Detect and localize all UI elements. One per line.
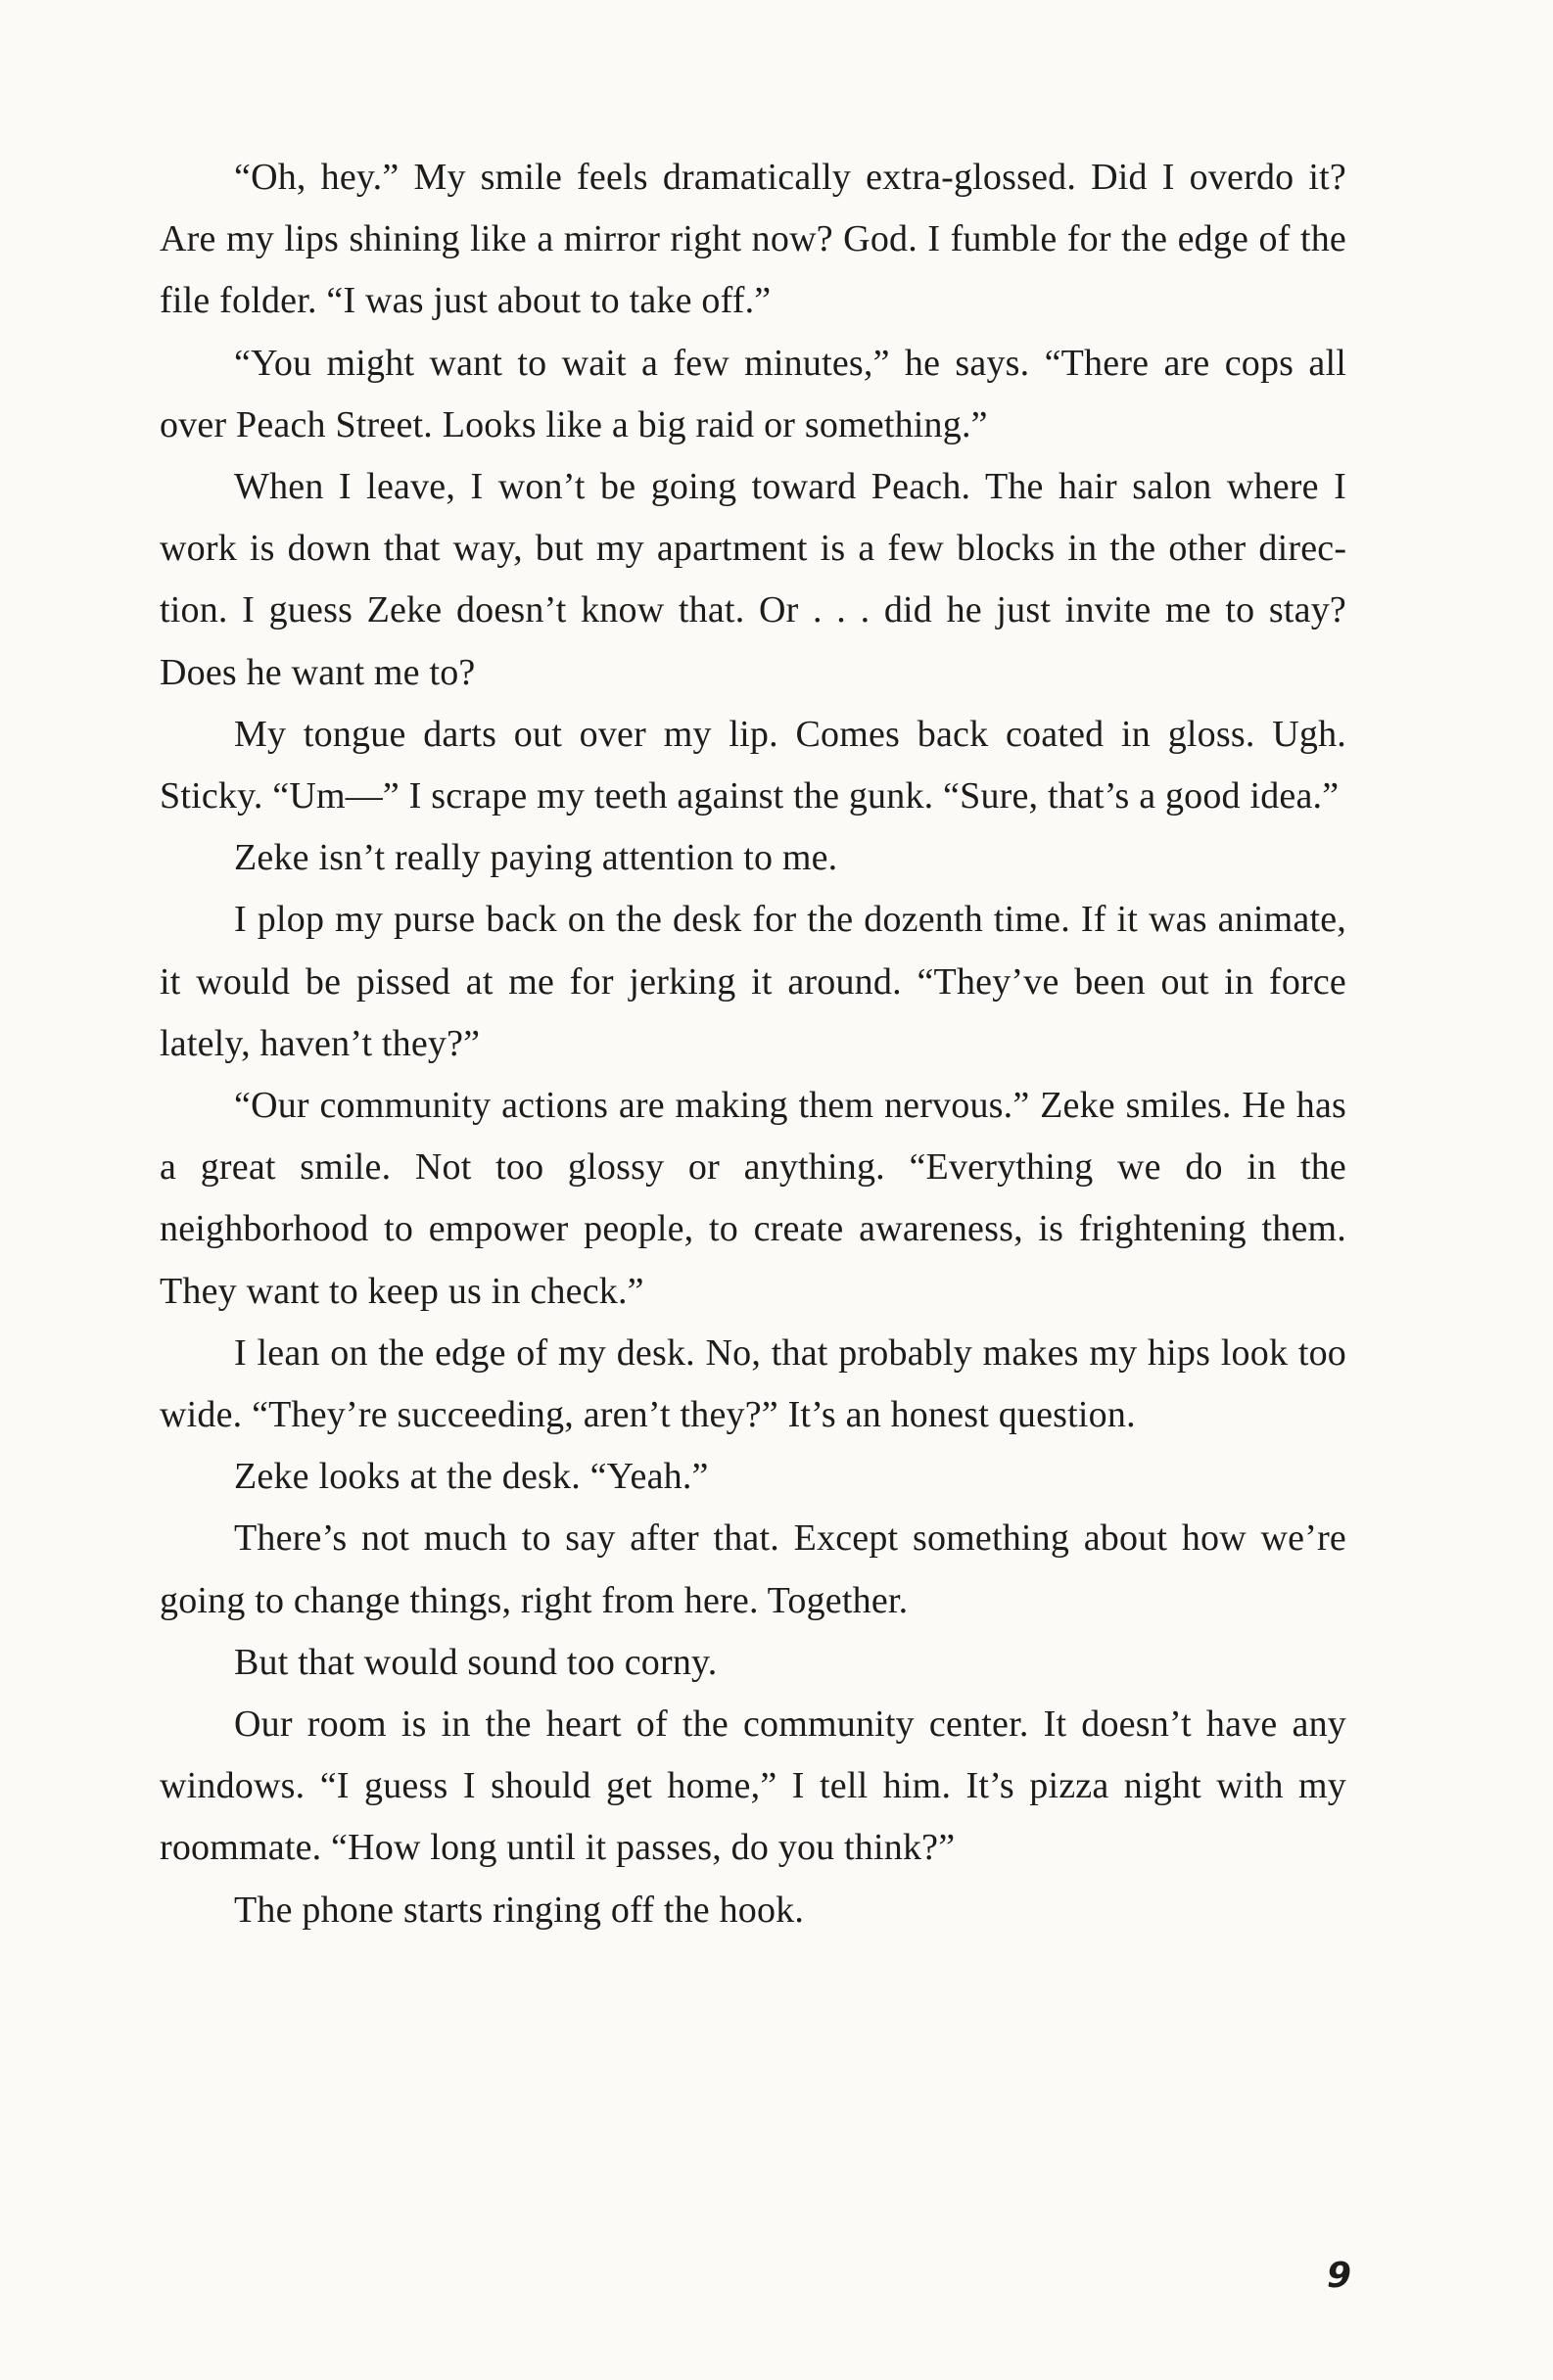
- paragraph: I lean on the edge of my desk. No, that probably makes my hips look too wide. “They’re succeeding, aren’t they?” It’s an honest question.: [160, 1331, 1346, 1436]
- paragraph: Zeke isn’t really paying attention to me.: [234, 837, 838, 879]
- paragraph: When I leave, I won’t be going toward Peach. The hair salon where I work is down that way, but my apartment is a few blocks in the other direction. I guess Zeke doesn’t know that. Or . . . did he just invite me to stay? Does he want me to?: [160, 466, 1346, 693]
- body-text: [160, 147, 1346, 1941]
- paragraph: But that would sound too corny.: [234, 1641, 718, 1683]
- page-number: 9: [1326, 2256, 1351, 2296]
- paragraph: There’s not much to say after that. Except something about how we’re going to change things, right from here. Together.: [160, 1517, 1346, 1621]
- paragraph: I plop my purse back on the desk for the dozenth time. If it was animate, it would be pissed at me for jerking it around. “They’ve been out in force lately, haven’t they?”: [160, 899, 1346, 1064]
- paragraph: Our room is in the heart of the community center. It doesn’t have any windows. “I guess I should get home,” I tell him. It’s pizza night with my roommate. “How long until it passes, do you think?”: [160, 1703, 1346, 1869]
- paragraph: The phone starts ringing off the hook.: [234, 1889, 805, 1931]
- paragraph: “Our community actions are making them nervous.” Zeke smiles. He has a great smile. Not too glossy or anything. “Everything we do in the neighborhood to empower people, to create awareness, is frightening them. They want to keep us in check.”: [160, 1085, 1346, 1312]
- paragraph: “You might want to wait a few minutes,” he says. “There are cops all over Peach Street. Looks like a big raid or something.”: [160, 342, 1346, 445]
- paragraph: My tongue darts out over my lip. Comes back coated in gloss. Ugh. Sticky. “Um—” I scrape my teeth against the gunk. “Sure, that’s a good idea.”: [160, 713, 1346, 817]
- paragraph: Zeke looks at the desk. “Yeah.”: [234, 1456, 709, 1498]
- paragraph: “Oh, hey.” My smile feels dramatically extra-glossed. Did I overdo it? Are my lips shining like a mirror right now? God. I fumble for the edge of the file folder. “I was just about to take off.”: [160, 157, 1346, 322]
